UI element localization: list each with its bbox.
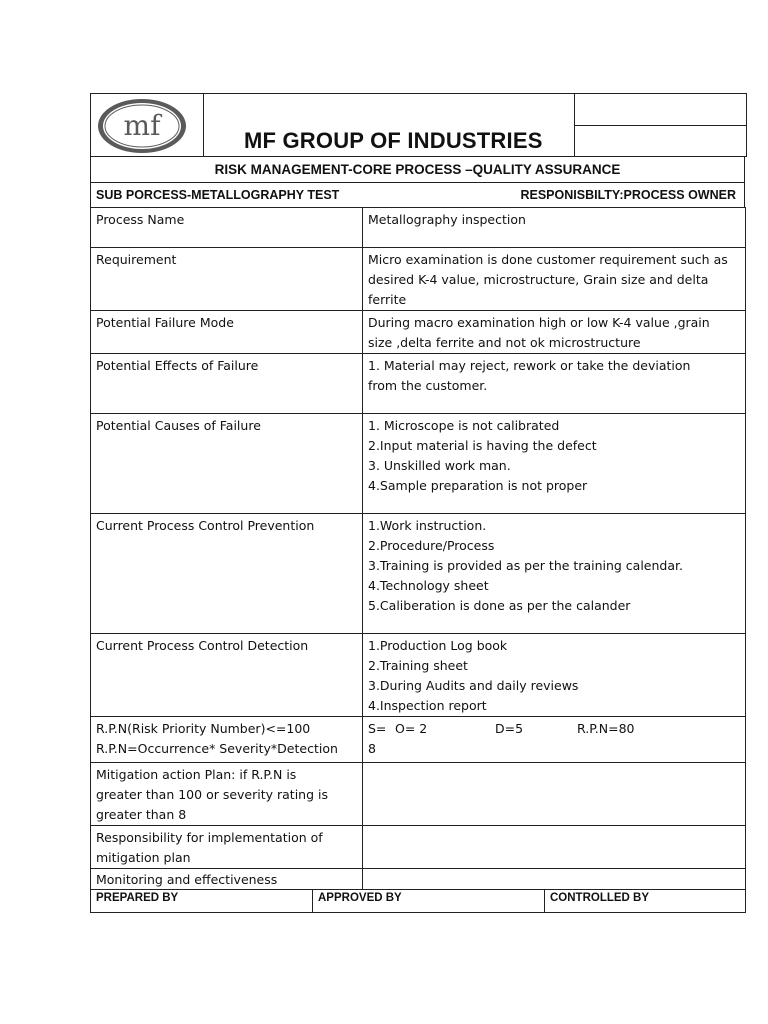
table-row [91,717,746,763]
svg-text:mf: mf [123,109,161,142]
row-value: Metallography inspection [363,208,746,248]
revision-box [575,125,747,157]
row-value [363,869,746,890]
risk-form [90,93,745,913]
severity-value: S= 8 [368,721,387,756]
row-value [363,763,746,826]
table-row [91,869,746,890]
table-row [91,414,746,514]
row-label: Responsibility for implementation of mitigation plan [91,826,363,869]
row-value: 1.Production Log book 2.Training sheet 3.During Audits and daily reviews 4.Inspection report [363,634,746,717]
responsibility-label: RESPONISBILTY:PROCESS OWNER [418,183,745,208]
doc-no-box [575,94,747,126]
prepared-by: PREPARED BY [91,890,313,913]
row-label: Current Process Control Detection [91,634,363,717]
row-label: Requirement [91,248,363,311]
form-title: RISK MANAGEMENT-CORE PROCESS –QUALITY ASSURANCE [91,157,745,183]
row-value [363,826,746,869]
row-value: 1.Work instruction. 2.Procedure/Process 3.Training is provided as per the training calendar. 4.Technology sheet 5.Caliberation is done as per the calander [363,514,746,634]
rpn-value [363,717,746,763]
row-label: Monitoring and effectiveness [91,869,363,890]
row-value: During macro examination high or low K-4 value ,grain size ,delta ferrite and not ok microstructure [363,311,746,354]
row-label: Potential Failure Mode [91,311,363,354]
row-label: Potential Effects of Failure [91,354,363,414]
row-label: Mitigation action Plan: if R.P.N is greater than 100 or severity rating is greater than 8 [91,763,363,826]
detection-value: D=5 [495,721,524,736]
rpn-result: R.P.N=80 [577,721,635,736]
row-label: Potential Causes of Failure [91,414,363,514]
controlled-by: CONTROLLED BY [545,890,746,913]
form-header [90,93,747,157]
risk-table [90,207,746,890]
sub-header-table [90,182,745,208]
table-row [91,514,746,634]
company-name: MF GROUP OF INDUSTRIES [244,128,543,153]
row-label: R.P.N(Risk Priority Number)<=100 R.P.N=Occurrence* Severity*Detection [91,717,363,763]
table-row [91,826,746,869]
table-row [91,311,746,354]
approved-by: APPROVED BY [313,890,545,913]
company-logo [95,97,189,155]
logo-cell [91,94,204,157]
company-cell [204,94,575,157]
title-table [90,156,745,183]
table-row [91,354,746,414]
signature-table [90,889,746,913]
table-row [91,208,746,248]
row-value: 1. Material may reject, rework or take the deviation from the customer. [363,354,746,414]
occurrence-value: O= 2 [395,721,428,736]
row-label: Process Name [91,208,363,248]
row-value: Micro examination is done customer requirement such as desired K-4 value, microstructure, Grain size and delta ferrite [363,248,746,311]
table-row [91,634,746,717]
sub-process-label: SUB PORCESS-METALLOGRAPHY TEST [91,183,418,208]
table-row [91,248,746,311]
row-label: Current Process Control Prevention [91,514,363,634]
row-value: 1. Microscope is not calibrated 2.Input material is having the defect 3. Unskilled work man. 4.Sample preparation is not proper [363,414,746,514]
table-row [91,763,746,826]
